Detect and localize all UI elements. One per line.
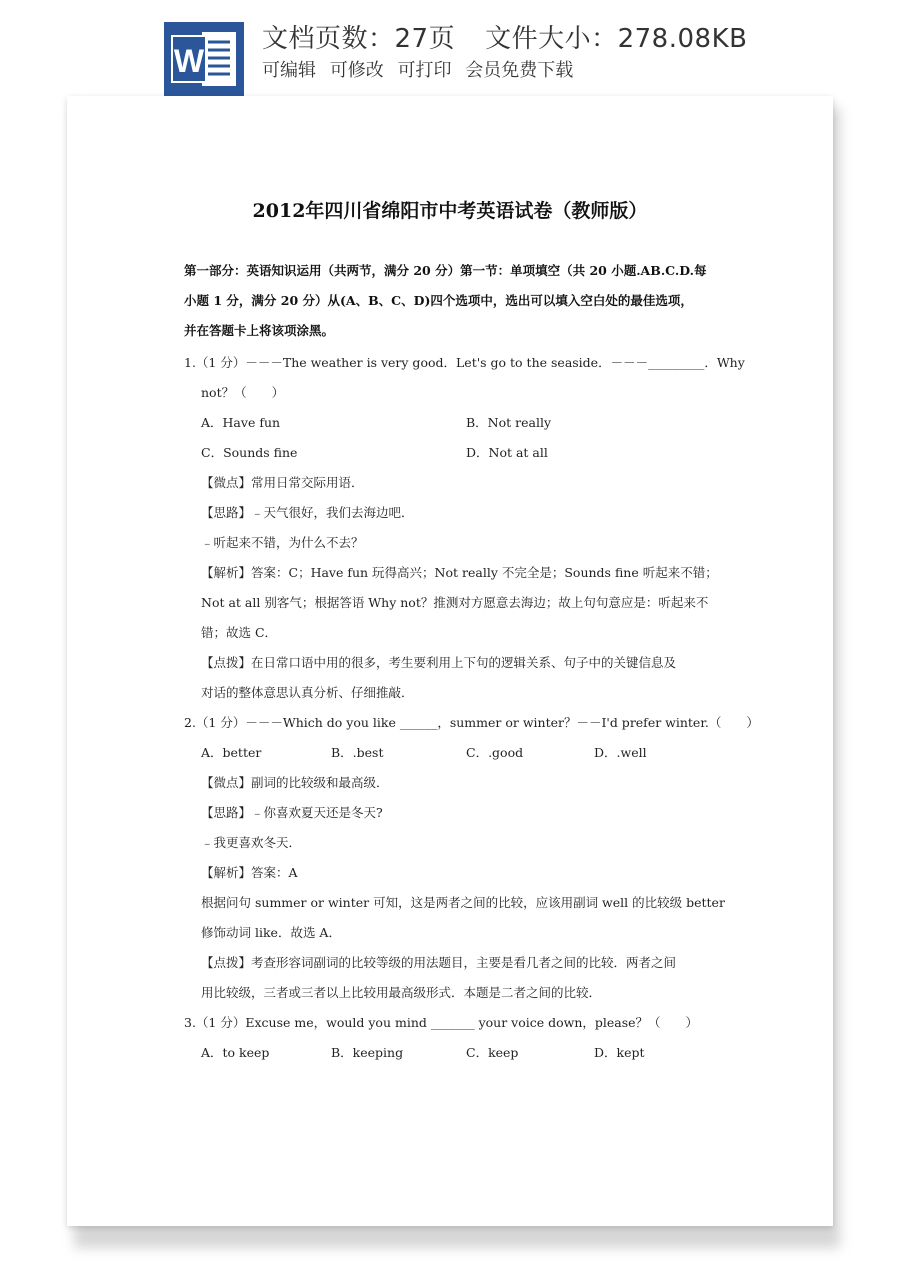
q1-stem-line-2: not？（ ） [201, 385, 285, 400]
q1-jiexi-1: 【解析】答案：C；Have fun 玩得高兴；Not really 不完全是；Sounds fine 听起来不错； [201, 565, 718, 580]
q2-option-d: D．.well [594, 745, 647, 760]
q1-jiexi-3: 错；故选 C． [201, 625, 278, 640]
document-title: 2012年四川省绵阳市中考英语试卷（教师版） [252, 200, 648, 222]
q2-stem: 2.（1 分）－－－Which do you like ______，summer or winter？－－I'd prefer winter.（ ） [184, 715, 759, 730]
feature-modifiable: 可修改 [329, 60, 384, 81]
q1-stem-line-1: 1.（1 分）－－－The weather is very good．Let's go to the seaside．－－－_________．Why [184, 355, 745, 370]
intro-line-1: 第一部分：英语知识运用（共两节，满分 20 分）第一节：单项填空（共 20 小题.AB.C.D.每 [184, 263, 707, 278]
q2-silu-2: ﹣我更喜欢冬天． [201, 835, 302, 850]
file-size: 文件大小：278.08KB [485, 24, 748, 54]
word-document-icon [164, 22, 244, 96]
q2-dianbo-2: 用比较级，三者或三者以上比较用最高级形式．本题是二者之间的比较． [201, 985, 602, 1000]
q1-option-c: C．Sounds fine [201, 445, 298, 460]
q2-jiexi-1: 【解析】答案：A [201, 865, 298, 880]
feature-list [262, 56, 581, 82]
q3-option-a: A．to keep [201, 1045, 270, 1060]
q3-option-d: D．kept [594, 1045, 645, 1060]
feature-free-download: 会员免费下载 [465, 60, 574, 81]
intro-line-3: 并在答题卡上将该项涂黑。 [184, 323, 335, 338]
q1-option-d: D．Not at all [466, 445, 548, 460]
q3-stem: 3.（1 分）Excuse me，would you mind _______ your voice down，please？（ ） [184, 1015, 699, 1030]
q1-dianbo-1: 【点拨】在日常口语中用的很多，考生要利用上下句的逻辑关系、句子中的关键信息及 [201, 655, 677, 670]
file-info [262, 18, 747, 55]
q2-option-c: C．.good [466, 745, 524, 760]
q1-jiexi-2: Not at all 别客气；根据答语 Why not？推测对方愿意去海边；故上句句意应是：听起来不 [201, 595, 709, 610]
q3-option-b: B．keeping [331, 1045, 404, 1060]
q2-option-a: A．better [201, 745, 262, 760]
q2-silu-1: 【思路】﹣你喜欢夏天还是冬天? [201, 805, 383, 820]
document-page [67, 96, 833, 1226]
q2-jiexi-3: 修饰动词 like．故选 A． [201, 925, 341, 940]
q3-option-c: C．keep [466, 1045, 519, 1060]
feature-editable: 可编辑 [262, 60, 316, 81]
q2-dianbo-1: 【点拨】考查形容词副词的比较等级的用法题目，主要是看几者之间的比较．两者之间 [201, 955, 677, 970]
q1-dianbo-2: 对话的整体意思认真分析、仔细推敲． [201, 685, 414, 700]
q1-option-b: B．Not really [466, 415, 552, 430]
feature-printable: 可打印 [397, 60, 452, 81]
q2-weidian: 【微点】副词的比较级和最高级． [201, 775, 389, 790]
intro-line-2: 小题 1 分，满分 20 分）从(A、B、C、D)四个选项中，选出可以填入空白处的最佳选项， [184, 293, 693, 308]
q1-silu-2: ﹣听起来不错，为什么不去？ [201, 535, 364, 550]
q2-option-b: B．.best [331, 745, 384, 760]
q2-jiexi-2: 根据问句 summer or winter 可知，这是两者之间的比较，应该用副词 well 的比较级 better [201, 895, 725, 910]
q1-weidian: 【微点】常用日常交际用语． [201, 475, 364, 490]
q1-silu-1: 【思路】﹣天气很好，我们去海边吧． [201, 505, 414, 520]
page-count: 文档页数：27页 [262, 24, 456, 54]
q1-option-a: A．Have fun [201, 415, 281, 430]
word-logo-letter: W [173, 43, 205, 79]
